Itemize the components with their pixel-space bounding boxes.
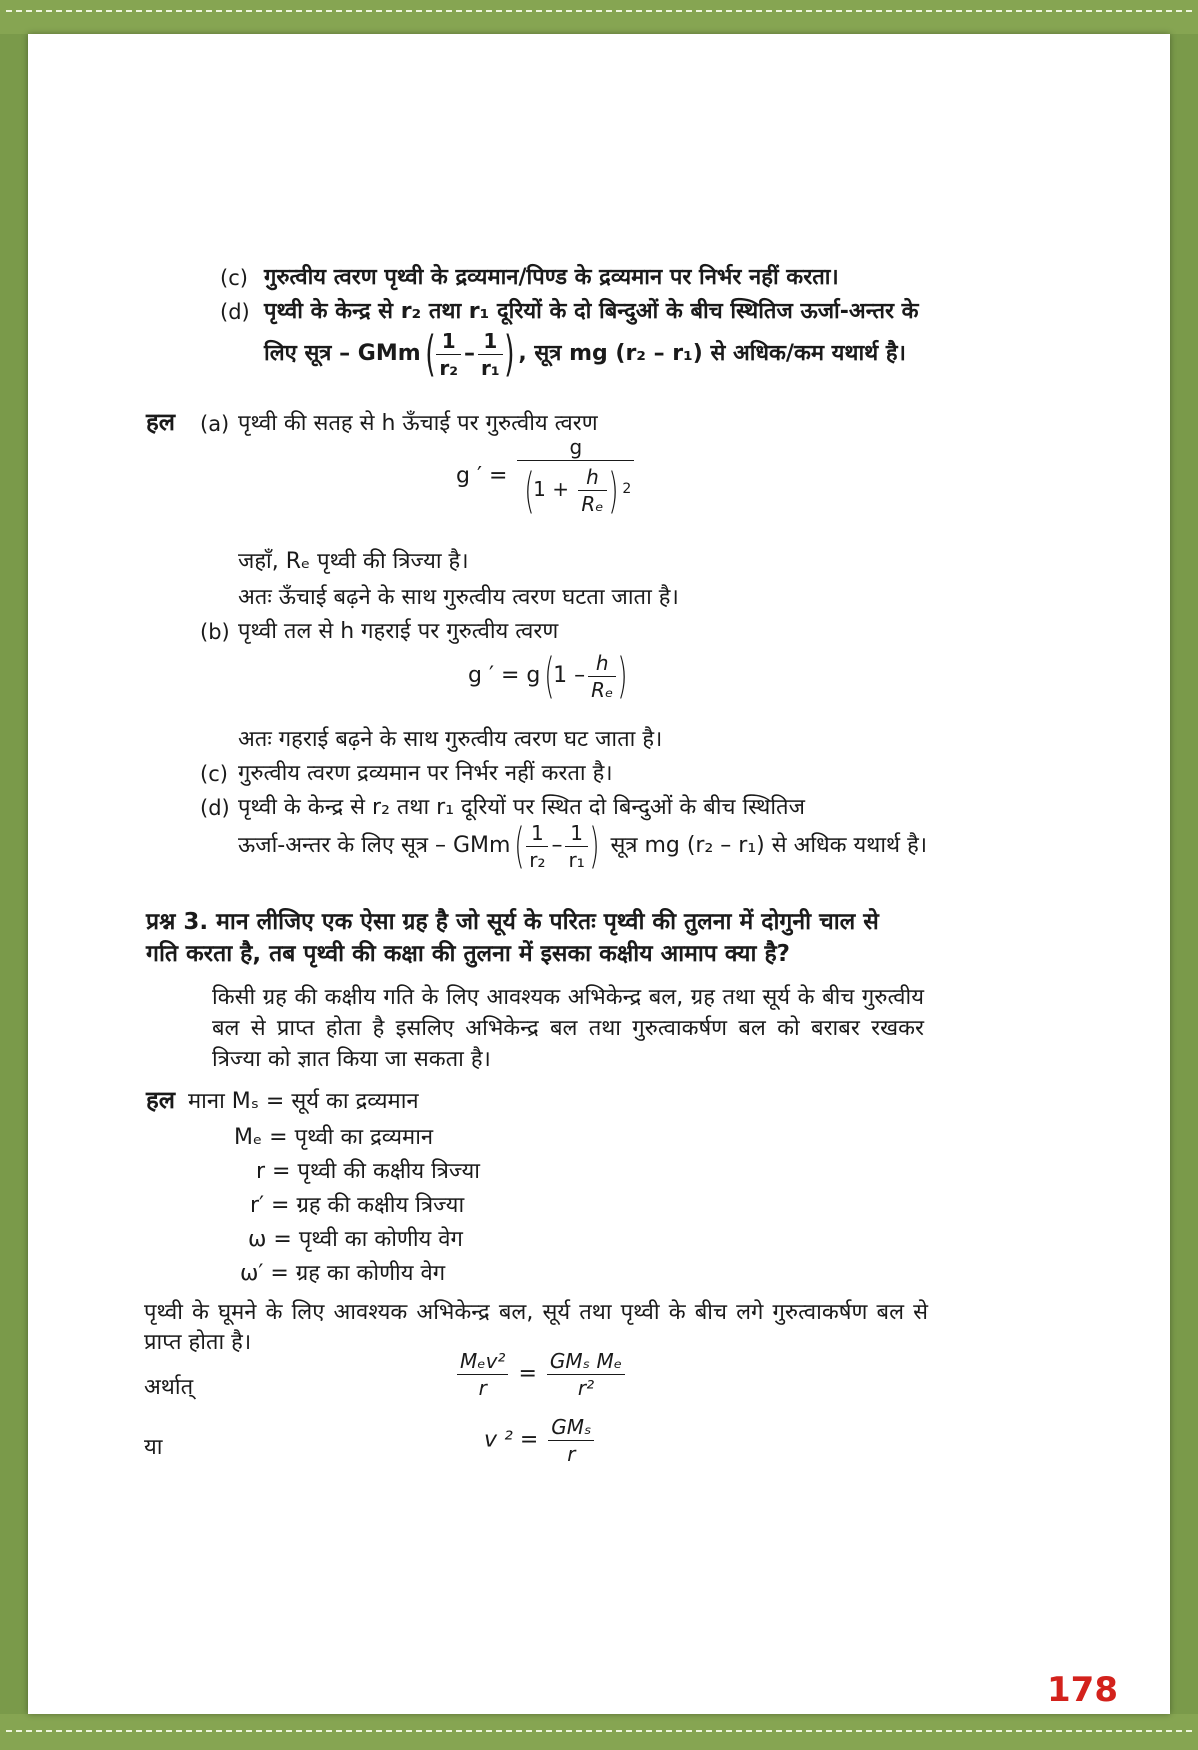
question3-label: प्रश्न 3. bbox=[146, 909, 209, 935]
arthat-label: अर्थात् bbox=[144, 1375, 194, 1400]
solution1-a-equation: g ′ = g (1 + $\frac{h}{\text{Rₑ}}$ ) $^2$ bbox=[456, 434, 637, 519]
solution2-def-0: माना Mₛ = सूर्य का द्रव्यमान bbox=[188, 1089, 419, 1114]
solution2-def-3: r′ = ग्रह की कक्षीय त्रिज्या bbox=[250, 1193, 465, 1218]
solution1-c-text: गुरुत्वीय त्वरण द्रव्यमान पर निर्भर नहीं करता है। bbox=[238, 761, 613, 786]
solution1-a-conclusion: अतः ऊँचाई बढ़ने के साथ गुरुत्वीय त्वरण घटता जाता है। bbox=[238, 585, 679, 610]
question3-line-1 bbox=[146, 906, 879, 938]
q2-d-text-2-pre: लिए सूत्र – GMm bbox=[264, 341, 421, 366]
bottom-border bbox=[0, 1714, 1198, 1750]
page-number: 178 bbox=[1047, 1670, 1118, 1710]
top-border bbox=[0, 0, 1198, 34]
ya-label: या bbox=[144, 1435, 163, 1460]
solution1-b-conclusion: अतः गहराई बढ़ने के साथ गुरुत्वीय त्वरण घट जाता है। bbox=[238, 727, 663, 752]
page-sheet bbox=[28, 34, 1170, 1714]
solution1-where-text: जहाँ, Rₑ पृथ्वी की त्रिज्या है। bbox=[238, 549, 469, 574]
q2-d-label: (d) bbox=[220, 300, 250, 324]
solution1-c-label: (c) bbox=[200, 762, 228, 786]
equation-1: $\frac{\text{Mₑv²}}{r}$ = $\frac{\text{GMₛ Mₑ}}{\text{r²}}$ bbox=[454, 1348, 628, 1401]
solution1-b-equation: g ′ = g(1 – $\frac{h}{\text{Rₑ}}$ ) bbox=[468, 648, 628, 704]
solution1-b-text: पृथ्वी तल से h गहराई पर गुरुत्वीय त्वरण bbox=[238, 619, 559, 644]
solution1-d-line-2: ऊर्जा-अन्तर के लिए सूत्र – GMm( $\frac{1}{\text{r₂}}$ – $\frac{1}{\text{r₁}}$ ) सूत्र mg (r₂ – r₁) से अधिक यथार्थ है। bbox=[238, 818, 928, 874]
question3-text-2: गति करता है, तब पृथ्वी की कक्षा की तुलना में इसका कक्षीय आमाप क्या है? bbox=[146, 941, 791, 967]
question3-text-1: मान लीजिए एक ऐसा ग्रह है जो सूर्य के परितः पृथ्वी की तुलना में दोगुनी चाल से bbox=[216, 909, 879, 935]
q2-d-frac-2: $\frac{1}{\text{r₁}}$ bbox=[478, 328, 503, 381]
q2-d-text-2-post: , सूत्र mg (r₂ – r₁) से अधिक/कम यथार्थ है। bbox=[518, 341, 906, 366]
solution2-statement: पृथ्वी के घूमने के लिए आवश्यक अभिकेन्द्र बल, सूर्य तथा पृथ्वी के बीच लगे गुरुत्वाकर्षण बल से प्राप्त होता है। bbox=[144, 1300, 928, 1355]
equation-2: v ² = $\frac{\text{GMₛ}}{r}$ bbox=[484, 1414, 597, 1467]
q2-d-line-2: लिए सूत्र – GMm( $\frac{1}{\text{r₂}}$ – $\frac{1}{\text{r₁}}$ ) , सूत्र mg (r₂ – r₁) से अधिक/कम यथार्थ है। bbox=[264, 326, 906, 382]
solution2-def-2: r = पृथ्वी की कक्षीय त्रिज्या bbox=[256, 1159, 480, 1184]
q2-d-text-1: पृथ्वी के केन्द्र से r₂ तथा r₁ दूरियों के दो बिन्दुओं के बीच स्थितिज ऊर्जा-अन्तर के bbox=[264, 299, 919, 324]
solution1-d-label: (d) bbox=[200, 796, 230, 820]
solution2-def-5: ω′ = ग्रह का कोणीय वेग bbox=[240, 1261, 446, 1286]
solution1-d-text-1: पृथ्वी के केन्द्र से r₂ तथा r₁ दूरियों पर स्थित दो बिन्दुओं के बीच स्थितिज bbox=[238, 795, 805, 820]
solution2-def-1: Mₑ = पृथ्वी का द्रव्यमान bbox=[234, 1125, 434, 1150]
q2-c-label: (c) bbox=[220, 266, 248, 290]
solution1-a-text: पृथ्वी की सतह से h ऊँचाई पर गुरुत्वीय त्वरण bbox=[238, 411, 598, 436]
question3-hint: किसी ग्रह की कक्षीय गति के लिए आवश्यक अभिकेन्द्र बल, ग्रह तथा सूर्य के बीच गुरुत्वीय बल से प्राप्त होता है इसलिए अभिकेन्द्र बल तथा गुरुत्वाकर्षण बल को बराबर रखकर त्रिज्या को ज्ञात किया जा सकता है। bbox=[212, 985, 924, 1072]
solution1-b-label: (b) bbox=[200, 620, 230, 644]
q2-c-text: गुरुत्वीय त्वरण पृथ्वी के द्रव्यमान/पिण्ड के द्रव्यमान पर निर्भर नहीं करता। bbox=[264, 265, 839, 290]
q2-d-frac-1: $\frac{1}{\text{r₂}}$ bbox=[436, 328, 461, 381]
solution1-hal-label: हल bbox=[146, 408, 176, 436]
solution1-a-label: (a) bbox=[200, 412, 230, 436]
solution2-hal-label: हल bbox=[146, 1086, 176, 1114]
solution2-def-4: ω = पृथ्वी का कोणीय वेग bbox=[248, 1227, 463, 1252]
